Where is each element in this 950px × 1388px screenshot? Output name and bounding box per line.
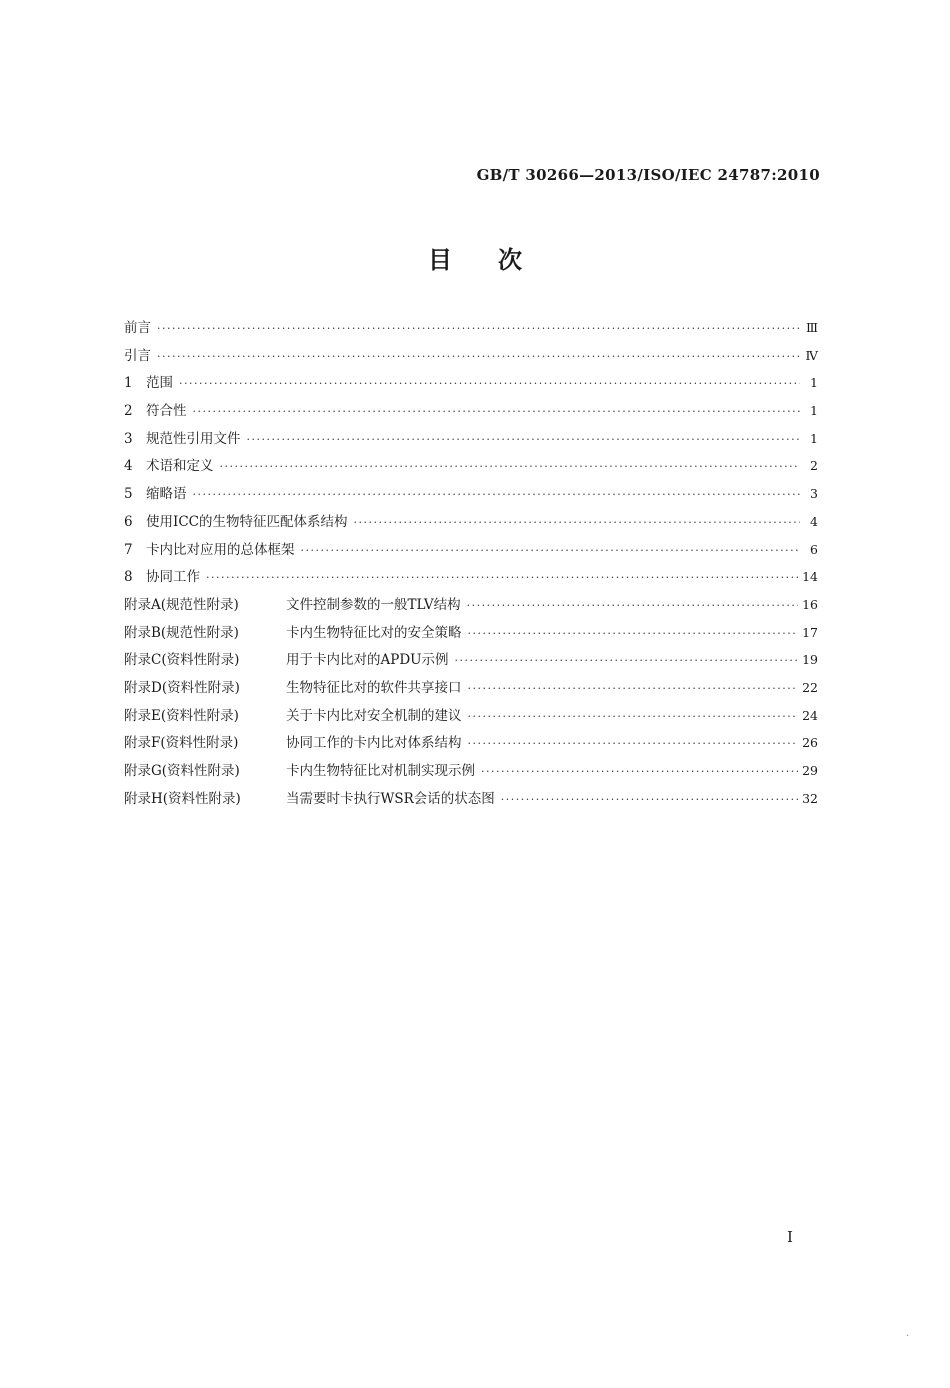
toc-entry-number: 4 bbox=[124, 458, 133, 475]
toc-entry-appendix-b[interactable] bbox=[124, 621, 818, 649]
toc-entry-appendix-h[interactable] bbox=[124, 787, 818, 815]
toc-leader-dots bbox=[501, 793, 798, 806]
toc-entry-page: 1 bbox=[810, 375, 818, 391]
toc-entry-label: 关于卡内比对安全机制的建议 bbox=[286, 707, 462, 724]
toc-entry-page: 4 bbox=[810, 513, 818, 529]
toc-leader-dots bbox=[468, 737, 799, 750]
toc-entry-number: 附录E(资料性附录) bbox=[124, 707, 239, 724]
toc-entry-page: 24 bbox=[802, 707, 818, 723]
toc-entry-1[interactable] bbox=[124, 371, 818, 399]
toc-leader-dots bbox=[455, 654, 799, 667]
toc-entry-appendix-g[interactable] bbox=[124, 759, 818, 787]
toc-entry-3[interactable] bbox=[124, 427, 818, 455]
toc-entry-number: 附录F(资料性附录) bbox=[124, 735, 239, 752]
toc-entry-page: 14 bbox=[802, 569, 818, 585]
toc-entry-label: 协同工作的卡内比对体系结构 bbox=[286, 735, 462, 752]
toc-entry-label: 符合性 bbox=[146, 403, 187, 420]
standard-number-header: GB/T 30266—2013/ISO/IEC 24787:2010 bbox=[476, 166, 820, 184]
toc-leader-dots bbox=[157, 322, 800, 335]
page-number: Ⅰ bbox=[787, 1228, 793, 1246]
toc-entry-page: 32 bbox=[802, 790, 818, 806]
toc-entry-appendix-c[interactable] bbox=[124, 648, 818, 676]
toc-leader-dots bbox=[247, 433, 801, 446]
toc-leader-dots bbox=[179, 377, 800, 390]
toc-entry-number: 2 bbox=[124, 403, 133, 420]
toc-entry-page: 19 bbox=[802, 652, 818, 668]
toc-entry-page: Ⅳ bbox=[805, 347, 818, 363]
toc-entry-page: 22 bbox=[802, 679, 818, 695]
toc-entry-label: 生物特征比对的软件共享接口 bbox=[286, 679, 462, 696]
toc-entry-number: 7 bbox=[124, 541, 133, 558]
toc-entry-page: 17 bbox=[802, 624, 818, 640]
toc-entry-number: 附录G(资料性附录) bbox=[124, 763, 240, 779]
scan-speck: · bbox=[906, 1331, 910, 1342]
toc-leader-dots bbox=[467, 599, 798, 612]
toc-leader-dots bbox=[193, 405, 801, 418]
toc-leader-dots bbox=[468, 682, 799, 695]
toc-entry-appendix-d[interactable] bbox=[124, 676, 818, 704]
toc-leader-dots bbox=[157, 350, 800, 363]
toc-leader-dots bbox=[301, 544, 801, 557]
toc-entry-label: 卡内生物特征比对机制实现示例 bbox=[286, 763, 475, 779]
toc-entry-label: 当需要时卡执行WSR会话的状态图 bbox=[286, 790, 495, 807]
toc-entry-label: 使用ICC的生物特征匹配体系结构 bbox=[146, 513, 348, 530]
toc-entry-page: 2 bbox=[810, 458, 818, 474]
toc-leader-dots bbox=[468, 710, 799, 723]
toc-entry-4[interactable] bbox=[124, 454, 818, 482]
toc-leader-dots bbox=[468, 627, 799, 640]
toc-entry-number: 附录H(资料性附录) bbox=[124, 790, 241, 807]
toc-entry-label: 术语和定义 bbox=[146, 458, 214, 475]
toc-entry-page: Ⅲ bbox=[805, 320, 818, 335]
toc-entry-label: 用于卡内比对的APDU示例 bbox=[286, 652, 449, 669]
toc-entry-6[interactable] bbox=[124, 510, 818, 538]
toc-entry-introduction[interactable] bbox=[124, 344, 818, 372]
toc-entry-page: 16 bbox=[802, 596, 818, 612]
toc-entry-number: 5 bbox=[124, 486, 133, 503]
toc-entry-label: 卡内生物特征比对的安全策略 bbox=[286, 624, 462, 641]
toc-entry-appendix-f[interactable] bbox=[124, 731, 818, 759]
toc-entry-7[interactable] bbox=[124, 538, 818, 566]
toc-leader-dots bbox=[354, 516, 801, 529]
toc-entry-8[interactable] bbox=[124, 565, 818, 593]
toc-entry-appendix-a[interactable] bbox=[124, 593, 818, 621]
toc-entry-number: 附录D(资料性附录) bbox=[124, 679, 240, 696]
page-title: 目次 bbox=[428, 246, 568, 274]
toc-leader-dots bbox=[206, 571, 798, 584]
toc-entry-page: 6 bbox=[810, 541, 818, 557]
toc-entry-label: 引言 bbox=[124, 347, 151, 364]
toc-entry-number: 附录A(规范性附录) bbox=[124, 596, 239, 613]
toc-leader-dots bbox=[220, 460, 801, 473]
toc-entry-number: 8 bbox=[124, 569, 133, 586]
toc-entry-label: 前言 bbox=[124, 320, 151, 336]
table-of-contents bbox=[124, 316, 818, 814]
toc-entry-number: 附录B(规范性附录) bbox=[124, 624, 239, 641]
toc-entry-number: 3 bbox=[124, 430, 133, 447]
toc-entry-label: 卡内比对应用的总体框架 bbox=[146, 541, 295, 558]
toc-entry-page: 29 bbox=[802, 763, 818, 778]
toc-leader-dots bbox=[193, 488, 801, 501]
toc-leader-dots bbox=[481, 765, 798, 778]
toc-entry-2[interactable] bbox=[124, 399, 818, 427]
toc-entry-appendix-e[interactable] bbox=[124, 704, 818, 732]
toc-entry-number: 6 bbox=[124, 513, 133, 530]
toc-entry-label: 规范性引用文件 bbox=[146, 430, 241, 447]
toc-entry-number: 1 bbox=[124, 375, 133, 392]
toc-entry-foreword[interactable] bbox=[124, 316, 818, 344]
toc-entry-page: 3 bbox=[810, 486, 818, 502]
toc-entry-5[interactable] bbox=[124, 482, 818, 510]
toc-entry-page: 1 bbox=[810, 430, 818, 446]
toc-entry-label: 文件控制参数的一般TLV结构 bbox=[286, 596, 461, 613]
toc-entry-label: 范围 bbox=[146, 375, 173, 392]
toc-entry-label: 协同工作 bbox=[146, 569, 200, 586]
toc-entry-page: 1 bbox=[810, 403, 818, 419]
toc-entry-label: 缩略语 bbox=[146, 486, 187, 503]
toc-entry-number: 附录C(资料性附录) bbox=[124, 652, 240, 669]
toc-entry-page: 26 bbox=[802, 735, 818, 751]
